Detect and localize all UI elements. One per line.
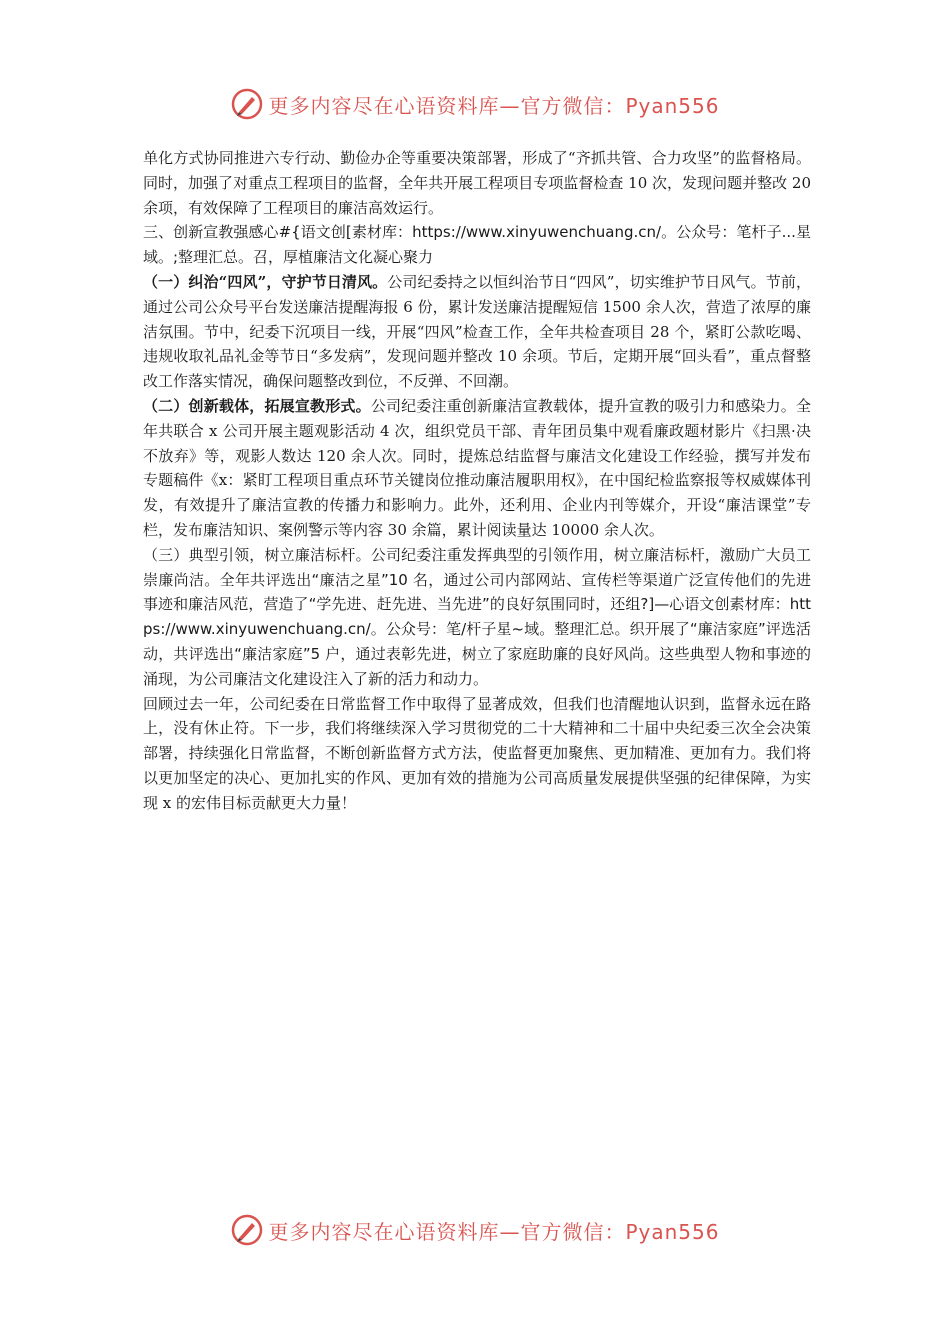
- subsection-title: （一）纠治“四风”，守护节日清风。: [143, 272, 388, 291]
- document-body: [143, 146, 811, 816]
- paragraph: [143, 394, 811, 543]
- banner-text: 更多内容尽在心语资料库—官方微信：Pyan556: [268, 1219, 720, 1244]
- paragraph: 单化方式协同推进六专行动、勤俭办企等重要决策部署，形成了“齐抓共管、合力攻坚”的监督格局。同时，加强了对重点工程项目的监督，全年共开展工程项目专项监督检查 10 次，发现问题并整改 20 余项，有效保障了工程项目的廉洁高效运行。: [143, 149, 811, 217]
- section-heading: 三、创新宣教强感心#{语文创[素材库：https://www.xinyuwenchuang.cn/。公众号：笔杆子...星域。;整理汇总。召，厚植廉洁文化凝心聚力: [143, 223, 811, 267]
- banner-text: 更多内容尽在心语资料库—官方微信：Pyan556: [268, 93, 720, 118]
- pen-logo-icon: [230, 87, 264, 121]
- subsection-title: （二）创新载体，拓展宣教形式。: [143, 396, 371, 415]
- header-banner: [0, 84, 950, 124]
- subsection-body: 公司纪委注重创新廉洁宣教载体，提升宣教的吸引力和感染力。全年共联合 x 公司开展主题观影活动 4 次，组织党员干部、青年团员集中观看廉政题材影片《扫黑·决不放弃》等，观影人数达 120 余人次。同时，提炼总结监督与廉洁文化建设工作经验，撰写并发布专题稿件《x：紧盯工程项目重点环节关键岗位推动廉洁履职用权》，在中国纪检监察报等权威媒体刊发，有效提升了廉洁宣教的传播力和影响力。此外，还利用、企业内刊等媒介，开设“廉洁课堂”专栏，发布廉洁知识、案例警示等内容 30 余篇，累计阅读量达 10000 余人次。: [143, 396, 811, 539]
- subsection-body: 公司纪委持之以恒纠治节日“四风”，切实维护节日风气。节前，通过公司公众号平台发送廉洁提醒海报 6 份，累计发送廉洁提醒短信 1500 余人次，营造了浓厚的廉洁氛围。节中，纪委下沉项目一线，开展“四风”检查工作，全年共检查项目 28 个，紧盯公款吃喝、违规收取礼品礼金等节日“多发病”，发现问题并整改 10 余项。节后，定期开展“回头看”，重点督整改工作落实情况，确保问题整改到位，不反弹、不回潮。: [143, 272, 811, 391]
- footer-banner: [0, 1210, 950, 1250]
- pen-logo-icon: [230, 1213, 264, 1247]
- paragraph: 回顾过去一年，公司纪委在日常监督工作中取得了显著成效，但我们也清醒地认识到，监督永远在路上，没有休止符。下一步，我们将继续深入学习贯彻党的二十大精神和二十届中央纪委三次全会决策部署，持续强化日常监督，不断创新监督方式方法，使监督更加聚焦、更加精准、更加有力。我们将以更加坚定的决心、更加扎实的作风、更加有效的措施为公司高质量发展提供坚强的纪律保障，为实现 x 的宏伟目标贡献更大力量！: [143, 694, 811, 812]
- paragraph: [143, 270, 811, 394]
- paragraph: （三）典型引领，树立廉洁标杆。公司纪委注重发挥典型的引领作用，树立廉洁标杆，激励广大员工崇廉尚洁。全年共评选出“廉洁之星”10 名，通过公司内部网站、宣传栏等渠道广泛宣传他们的先进事迹和廉洁风范，营造了“学先进、赶先进、当先进”的良好氛围同时，还组?]—心语文创素材库：https://www.xinyuwenchuang.cn/。公众号：笔/杆子星~域。整理汇总。织开展了“廉洁家庭”评选活动，共评选出“廉洁家庭”5 户，通过表彰先进，树立了家庭助廉的良好风尚。这些典型人物和事迹的涌现，为公司廉洁文化建设注入了新的活力和动力。: [143, 545, 811, 688]
